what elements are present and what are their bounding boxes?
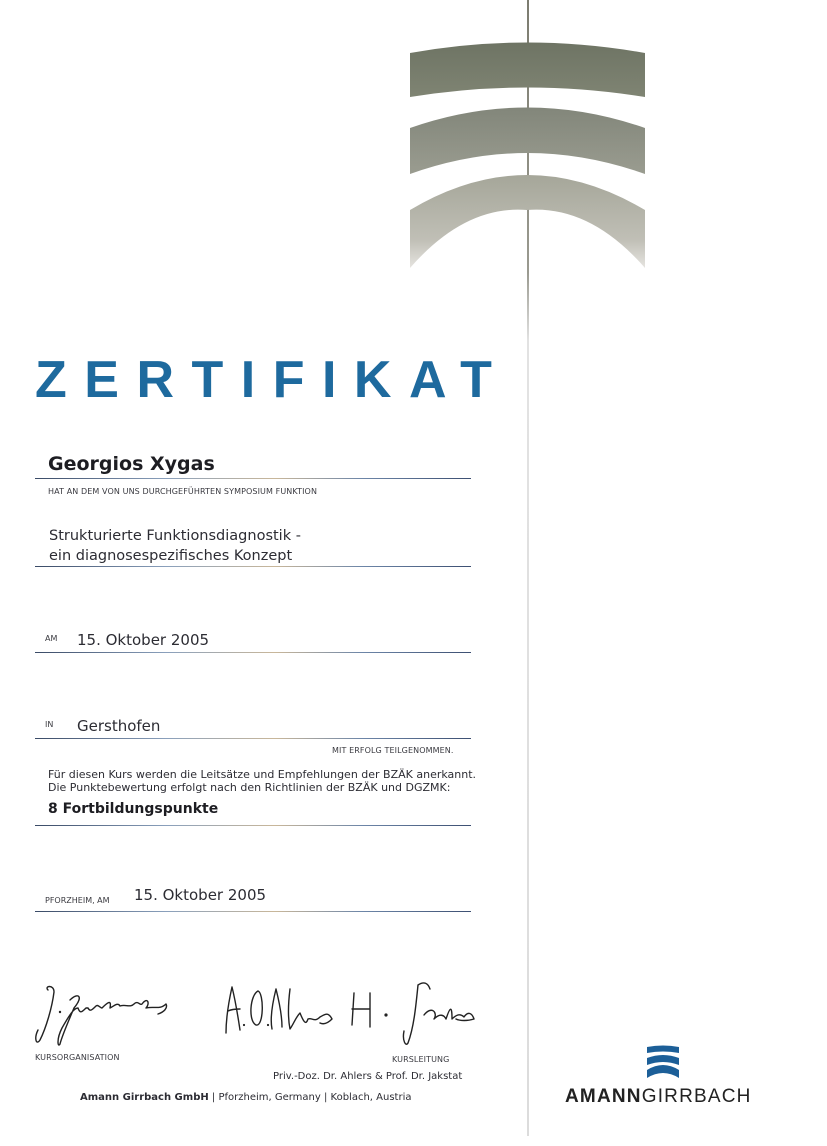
issued-date: 15. Oktober 2005 bbox=[134, 886, 267, 904]
course-underline bbox=[35, 566, 471, 567]
participant-name: Georgios Xygas bbox=[48, 453, 215, 475]
issued-underline bbox=[35, 911, 471, 912]
course-title-line-1: Strukturierte Funktionsdiagnostik - bbox=[49, 528, 301, 544]
recognition-paragraph bbox=[48, 768, 476, 794]
course-date: 15. Oktober 2005 bbox=[77, 631, 210, 649]
company-name: Amann Girrbach GmbH bbox=[80, 1092, 209, 1103]
leadership-names: Priv.-Doz. Dr. Ahlers & Prof. Dr. Jakstat bbox=[273, 1071, 463, 1082]
recognition-line-1: Für diesen Kurs werden die Leitsätze und Empfehlungen der BZÄK anerkannt. bbox=[48, 768, 477, 781]
brand-wordmark bbox=[565, 1086, 752, 1108]
certificate-title: ZERTIFIKAT bbox=[35, 351, 510, 409]
course-title bbox=[49, 526, 301, 566]
course-location: Gersthofen bbox=[77, 717, 161, 735]
location-underline bbox=[35, 738, 471, 739]
success-text: MIT ERFOLG TEILGENOMMEN. bbox=[332, 746, 454, 755]
leadership-label: KURSLEITUNG bbox=[392, 1055, 450, 1064]
issued-label: PFORZHEIM, AM bbox=[45, 896, 110, 905]
brand-wordmark-part-1: AMANN bbox=[565, 1086, 642, 1107]
arcs-logo-graphic-icon bbox=[405, 40, 650, 275]
participation-text: HAT AN DEM VON UNS DURCHGEFÜHRTEN SYMPOSIUM FUNKTION bbox=[48, 487, 318, 496]
company-locations: | Pforzheim, Germany | Koblach, Austria bbox=[208, 1092, 412, 1103]
company-footer bbox=[80, 1092, 411, 1103]
location-label: IN bbox=[45, 720, 54, 729]
name-underline bbox=[35, 478, 471, 479]
organisation-label: KURSORGANISATION bbox=[35, 1053, 120, 1062]
date-underline bbox=[35, 652, 471, 653]
course-title-line-2: ein diagnosespezifisches Konzept bbox=[49, 548, 293, 564]
signature-girrbach-icon bbox=[30, 978, 180, 1048]
recognition-line-2: Die Punktebewertung erfolgt nach den Richtlinien der BZÄK und DGZMK: bbox=[48, 781, 451, 794]
points-underline bbox=[35, 825, 471, 826]
signature-ahlers-jakstat-icon bbox=[220, 975, 480, 1050]
training-points: 8 Fortbildungspunkte bbox=[48, 801, 219, 817]
date-label: AM bbox=[45, 634, 58, 643]
amann-girrbach-logo-icon bbox=[645, 1044, 681, 1080]
brand-wordmark-part-2: GIRRBACH bbox=[641, 1086, 752, 1107]
